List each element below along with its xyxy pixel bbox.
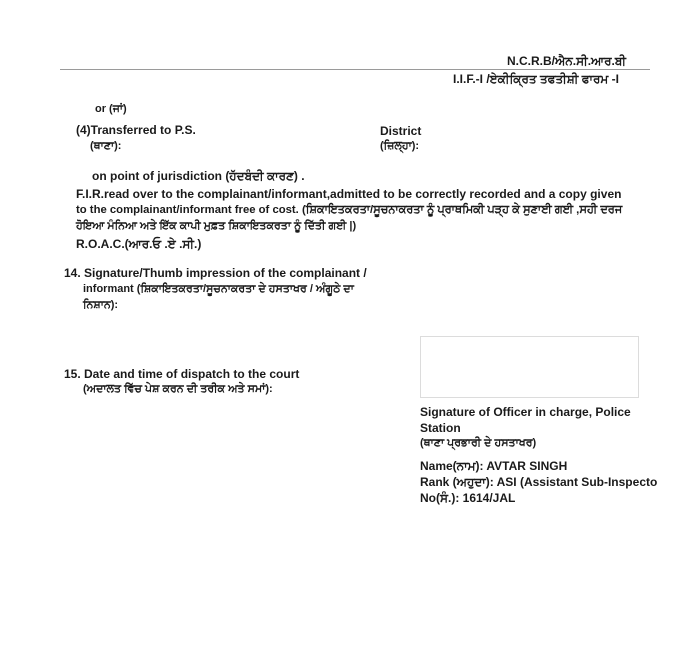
officer-no-label: No(ਸੰ.): xyxy=(420,491,460,505)
item4-thana-label: (ਥਾਣਾ): xyxy=(90,140,122,152)
item4-transferred-label: Transferred to P.S. xyxy=(90,123,196,137)
officer-no-value: 1614/JAL xyxy=(462,491,516,505)
item4-number: (4) xyxy=(76,123,91,137)
fir-readover-line2: to the complainant/informant free of cost. (ਸ਼ਿਕਾਇਤਕਰਤਾ/ਸੂਚਨਾਕਰਤਾ ਨੂੰ ਪ੍ਰਾਥਮਿਕੀ ਪੜ੍ਹ ਕੇ ਸੁਣਾਈ ਗਈ ,ਸਹੀ ਦਰਜ xyxy=(76,204,623,216)
officer-signature-label-line2: Station xyxy=(420,421,461,435)
officer-name-row xyxy=(420,459,567,474)
item4-zila-label: (ਜ਼ਿਲ੍ਹਾ): xyxy=(380,140,420,152)
fir-readover-line1: F.I.R.read over to the complainant/informant,admitted to be correctly recorded and a copy given xyxy=(76,187,622,201)
or-text: or (ਜਾਂ) xyxy=(95,103,127,115)
officer-name-value: AVTAR SINGH xyxy=(486,459,568,473)
item14-line3: ਨਿਸ਼ਾਨ): xyxy=(83,299,119,311)
officer-rank-label: Rank (ਅਹੁਦਾ): xyxy=(420,475,494,489)
fir-readover-line3: ਹੋਇਆ ਮੰਨਿਆ ਅਤੇ ਇੱਕ ਕਾਪੀ ਮੁਫ਼ਤ ਸ਼ਿਕਾਇਤਕਰਤਾ ਨੂੰ ਦਿੱਤੀ ਗਈ |) xyxy=(76,220,357,232)
item15-line1: 15. Date and time of dispatch to the court xyxy=(64,367,300,381)
officer-name-label: Name(ਨਾਮ): xyxy=(420,459,484,473)
item14-line1: 14. Signature/Thumb impression of the complainant / xyxy=(64,266,367,280)
item15-line2: (ਅਦਾਲਤ ਵਿੱਚ ਪੇਸ਼ ਕਰਨ ਦੀ ਤਰੀਕ ਅਤੇ ਸਮਾਂ): xyxy=(83,383,273,395)
ncrb-header: N.C.R.B/ਐਨ.ਸੀ.ਆਰ.ਬੀ xyxy=(507,54,626,68)
officer-signature-label-pa: (ਥਾਣਾ ਪ੍ਰਭਾਰੀ ਦੇ ਹਸਤਾਖਰ) xyxy=(420,437,537,449)
item4-transferred xyxy=(76,123,196,137)
roac-text: R.O.A.C.(ਆਰ.ਓ .ਏ .ਸੀ.) xyxy=(76,237,202,251)
header-divider xyxy=(60,69,650,70)
jurisdiction-text: on point of jurisdiction (ਹੱਦਬੰਦੀ ਕਾਰਣ) . xyxy=(92,169,305,183)
item4-district-label: District xyxy=(380,124,422,138)
iif-form-title: I.I.F.-I /ਏਕੀਕ੍ਰਿਤ ਤਫਤੀਸ਼ੀ ਫਾਰਮ -I xyxy=(453,72,619,86)
officer-signature-label-line1: Signature of Officer in charge, Police xyxy=(420,405,631,419)
officer-signature-box xyxy=(420,336,639,398)
officer-no-row xyxy=(420,491,515,506)
item14-line2: informant (ਸ਼ਿਕਾਇਤਕਰਤਾ/ਸੂਚਨਾਕਰਤਾ ਦੇ ਹਸਤਾਖਰ / ਅੰਗੂਠੇ ਦਾ xyxy=(83,283,354,295)
officer-rank-row xyxy=(420,475,657,490)
officer-rank-value: ASI (Assistant Sub-Inspecto xyxy=(496,475,658,489)
